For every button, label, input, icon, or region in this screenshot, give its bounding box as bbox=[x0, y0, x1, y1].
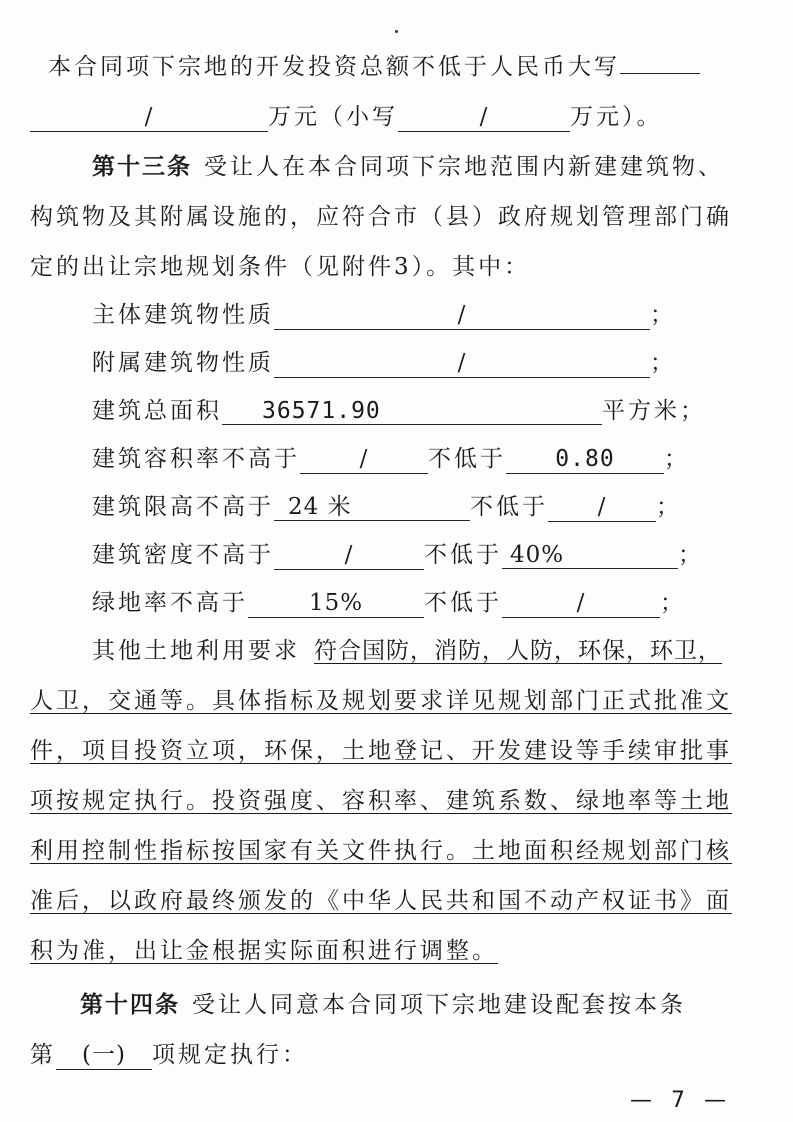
green-rate-row: 绿地率不高于 15% 不低于 / ； bbox=[92, 590, 686, 616]
height-min-value: / bbox=[548, 493, 656, 522]
article-13-line-3: 定的出让宗地规划条件（见附件3）。其中： bbox=[30, 254, 531, 280]
article-14-line-2: 第 (一) 项规定执行： bbox=[30, 1042, 308, 1068]
article-14-item-value: (一) bbox=[56, 1041, 152, 1070]
investment-line-2: / 万元（小写 / 万元）。 bbox=[30, 100, 663, 134]
main-building-nature-row: 主体建筑物性质 / ； bbox=[92, 302, 676, 328]
article-14-heading: 第十四条 bbox=[80, 991, 180, 1018]
investment-small-amount: / bbox=[398, 103, 570, 132]
scan-dot bbox=[395, 30, 398, 33]
other-requirements-label: 其他土地利用要求 bbox=[92, 638, 300, 664]
other-requirements-line-3: 件，项目投资立项，环保，土地登记、开发建设等手续审批事 bbox=[30, 738, 732, 764]
other-requirements-line-5: 利用控制性指标按国家有关文件执行。土地面积经规划部门核 bbox=[30, 838, 732, 864]
total-area-row: 建筑总面积 36571.90 平方米； bbox=[92, 398, 706, 424]
density-min-value: 40% bbox=[502, 541, 678, 569]
other-requirements-line-6: 准后，以政府最终颁发的《中华人民共和国不动产权证书》面 bbox=[30, 888, 732, 914]
investment-big-amount: / bbox=[30, 103, 268, 132]
other-requirements-line-4: 项按规定执行。投资强度、容积率、建筑系数、绿地率等土地 bbox=[30, 788, 732, 814]
article-13-line-2: 构筑物及其附属设施的，应符合市（县）政府规划管理部门确 bbox=[30, 204, 732, 230]
article-13-line-1: 第十三条 受让人在本合同项下宗地范围内新建建筑物、 bbox=[92, 153, 724, 180]
article-14-line-1: 第十四条 受让人同意本合同项下宗地建设配套按本条 bbox=[80, 991, 686, 1018]
main-building-nature-value: / bbox=[274, 301, 650, 330]
density-row: 建筑密度不高于 / 不低于 40% ； bbox=[92, 542, 704, 568]
other-requirements-line-7: 积为准，出让金根据实际面积进行调整。 bbox=[30, 938, 498, 964]
far-max-value: / bbox=[300, 445, 428, 474]
other-requirements-line-1: 其他土地利用要求 符合国防，消防，人防，环保，环卫， bbox=[92, 638, 722, 664]
height-row: 建筑限高不高于 24 米 不低于 / ； bbox=[92, 494, 682, 520]
density-max-value: / bbox=[274, 541, 424, 570]
height-max-value: 24 米 bbox=[274, 493, 470, 521]
far-min-value: 0.80 bbox=[506, 445, 664, 474]
page-number: — 7 — bbox=[630, 1088, 732, 1113]
far-row: 建筑容积率不高于 / 不低于 0.80 ； bbox=[92, 446, 690, 472]
article-13-heading: 第十三条 bbox=[92, 153, 192, 180]
total-area-value: 36571.90 bbox=[222, 397, 602, 425]
aux-building-nature-row: 附属建筑物性质 / ； bbox=[92, 350, 676, 376]
other-requirements-line-2: 人卫，交通等。具体指标及规划要求详见规划部门正式批准文 bbox=[30, 688, 732, 714]
investment-line: 本合同项下宗地的开发投资总额不低于人民币大写 bbox=[48, 50, 700, 84]
investment-blank-tail bbox=[620, 73, 700, 74]
green-max-value: 15% bbox=[248, 589, 424, 618]
green-min-value: / bbox=[502, 589, 660, 618]
aux-building-nature-value: / bbox=[274, 349, 650, 378]
